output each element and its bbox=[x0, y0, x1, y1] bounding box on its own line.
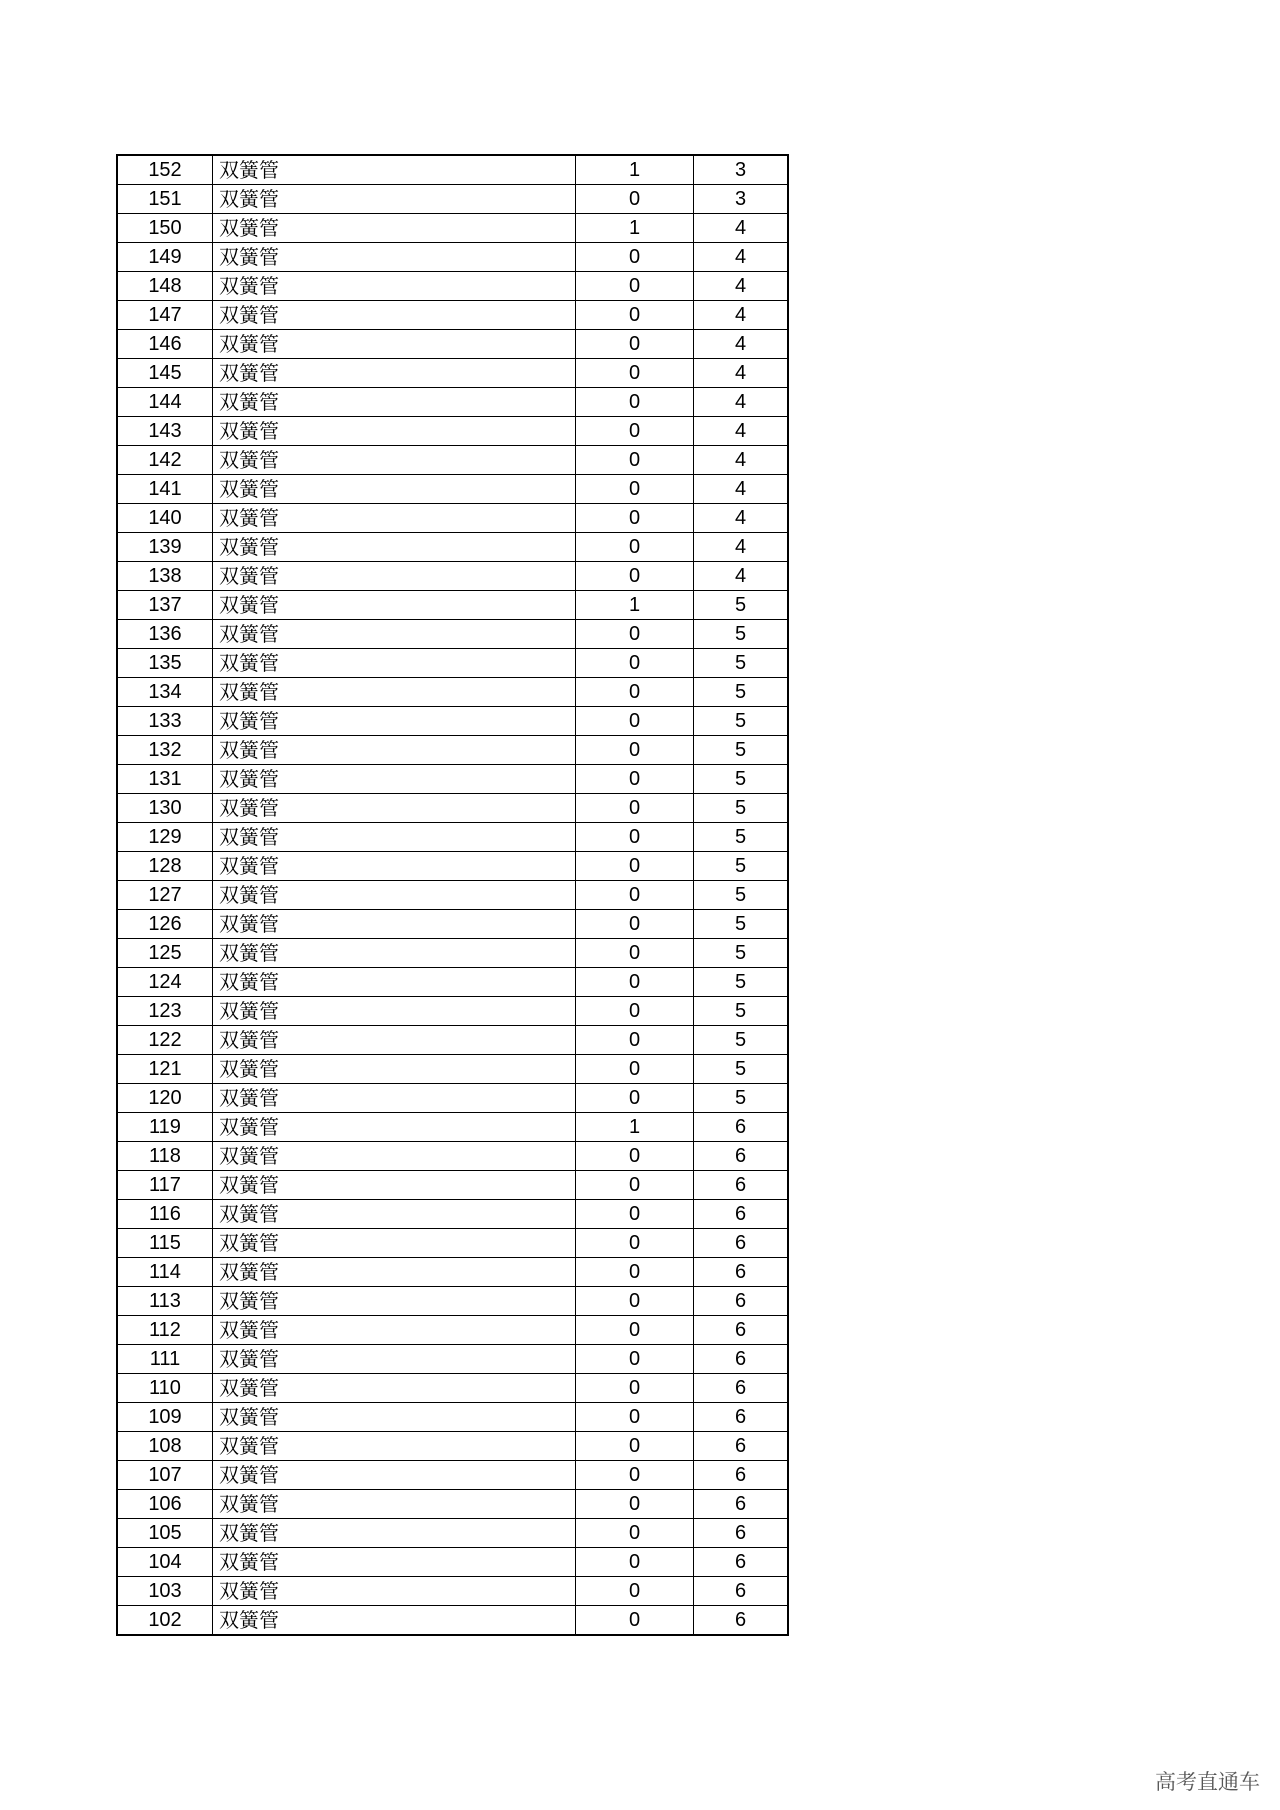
subject-cell: 双簧管 bbox=[213, 214, 576, 243]
subject-cell: 双簧管 bbox=[213, 765, 576, 794]
count-cell: 0 bbox=[576, 881, 694, 910]
subject-cell: 双簧管 bbox=[213, 504, 576, 533]
count-cell: 0 bbox=[576, 736, 694, 765]
score-cell: 145 bbox=[117, 359, 213, 388]
score-cell: 147 bbox=[117, 301, 213, 330]
table-row bbox=[117, 185, 788, 214]
table-row bbox=[117, 707, 788, 736]
score-cell: 119 bbox=[117, 1113, 213, 1142]
count-cell: 1 bbox=[576, 214, 694, 243]
table-row bbox=[117, 388, 788, 417]
count-cell: 0 bbox=[576, 1229, 694, 1258]
score-cell: 129 bbox=[117, 823, 213, 852]
table-row bbox=[117, 1258, 788, 1287]
cumulative-cell: 5 bbox=[694, 678, 789, 707]
score-cell: 146 bbox=[117, 330, 213, 359]
score-cell: 140 bbox=[117, 504, 213, 533]
subject-cell: 双簧管 bbox=[213, 359, 576, 388]
count-cell: 1 bbox=[576, 155, 694, 185]
subject-cell: 双簧管 bbox=[213, 678, 576, 707]
count-cell: 0 bbox=[576, 707, 694, 736]
subject-cell: 双簧管 bbox=[213, 562, 576, 591]
subject-cell: 双簧管 bbox=[213, 1229, 576, 1258]
table-row bbox=[117, 533, 788, 562]
cumulative-cell: 6 bbox=[694, 1229, 789, 1258]
subject-cell: 双簧管 bbox=[213, 243, 576, 272]
score-cell: 115 bbox=[117, 1229, 213, 1258]
count-cell: 0 bbox=[576, 359, 694, 388]
cumulative-cell: 6 bbox=[694, 1374, 789, 1403]
subject-cell: 双簧管 bbox=[213, 1316, 576, 1345]
count-cell: 0 bbox=[576, 1403, 694, 1432]
cumulative-cell: 6 bbox=[694, 1490, 789, 1519]
cumulative-cell: 6 bbox=[694, 1113, 789, 1142]
table-row bbox=[117, 736, 788, 765]
score-cell: 105 bbox=[117, 1519, 213, 1548]
count-cell: 0 bbox=[576, 1577, 694, 1606]
cumulative-cell: 6 bbox=[694, 1432, 789, 1461]
subject-cell: 双簧管 bbox=[213, 417, 576, 446]
table-row bbox=[117, 910, 788, 939]
count-cell: 0 bbox=[576, 1084, 694, 1113]
cumulative-cell: 4 bbox=[694, 446, 789, 475]
score-cell: 110 bbox=[117, 1374, 213, 1403]
cumulative-cell: 5 bbox=[694, 794, 789, 823]
cumulative-cell: 5 bbox=[694, 765, 789, 794]
table-row bbox=[117, 852, 788, 881]
count-cell: 0 bbox=[576, 533, 694, 562]
table-row bbox=[117, 1084, 788, 1113]
count-cell: 0 bbox=[576, 1026, 694, 1055]
score-cell: 118 bbox=[117, 1142, 213, 1171]
cumulative-cell: 6 bbox=[694, 1316, 789, 1345]
table-row bbox=[117, 1200, 788, 1229]
table-row bbox=[117, 1490, 788, 1519]
subject-cell: 双簧管 bbox=[213, 185, 576, 214]
count-cell: 0 bbox=[576, 1490, 694, 1519]
table-row bbox=[117, 1374, 788, 1403]
table-row bbox=[117, 417, 788, 446]
score-cell: 144 bbox=[117, 388, 213, 417]
subject-cell: 双簧管 bbox=[213, 1490, 576, 1519]
subject-cell: 双簧管 bbox=[213, 1200, 576, 1229]
score-cell: 149 bbox=[117, 243, 213, 272]
subject-cell: 双簧管 bbox=[213, 1113, 576, 1142]
subject-cell: 双簧管 bbox=[213, 968, 576, 997]
subject-cell: 双簧管 bbox=[213, 939, 576, 968]
cumulative-cell: 3 bbox=[694, 185, 789, 214]
table-row bbox=[117, 1171, 788, 1200]
score-cell: 103 bbox=[117, 1577, 213, 1606]
score-cell: 106 bbox=[117, 1490, 213, 1519]
table-row bbox=[117, 1055, 788, 1084]
score-cell: 130 bbox=[117, 794, 213, 823]
table-row bbox=[117, 1142, 788, 1171]
table-row bbox=[117, 997, 788, 1026]
score-cell: 136 bbox=[117, 620, 213, 649]
subject-cell: 双簧管 bbox=[213, 852, 576, 881]
score-cell: 137 bbox=[117, 591, 213, 620]
subject-cell: 双簧管 bbox=[213, 1403, 576, 1432]
count-cell: 0 bbox=[576, 1258, 694, 1287]
table-row bbox=[117, 1026, 788, 1055]
score-cell: 150 bbox=[117, 214, 213, 243]
score-table-body bbox=[117, 155, 788, 1635]
table-row bbox=[117, 475, 788, 504]
count-cell: 0 bbox=[576, 446, 694, 475]
count-cell: 0 bbox=[576, 1316, 694, 1345]
subject-cell: 双簧管 bbox=[213, 1084, 576, 1113]
subject-cell: 双簧管 bbox=[213, 591, 576, 620]
table-row bbox=[117, 359, 788, 388]
count-cell: 0 bbox=[576, 939, 694, 968]
score-cell: 152 bbox=[117, 155, 213, 185]
table-row bbox=[117, 446, 788, 475]
score-cell: 128 bbox=[117, 852, 213, 881]
table-row bbox=[117, 1577, 788, 1606]
count-cell: 0 bbox=[576, 417, 694, 446]
table-row bbox=[117, 678, 788, 707]
cumulative-cell: 5 bbox=[694, 881, 789, 910]
table-row bbox=[117, 1403, 788, 1432]
table-row bbox=[117, 1345, 788, 1374]
cumulative-cell: 5 bbox=[694, 1084, 789, 1113]
count-cell: 0 bbox=[576, 823, 694, 852]
score-cell: 107 bbox=[117, 1461, 213, 1490]
score-cell: 142 bbox=[117, 446, 213, 475]
watermark: 高考直通车 bbox=[1155, 1770, 1260, 1794]
table-row bbox=[117, 504, 788, 533]
subject-cell: 双簧管 bbox=[213, 1374, 576, 1403]
cumulative-cell: 5 bbox=[694, 1055, 789, 1084]
subject-cell: 双簧管 bbox=[213, 301, 576, 330]
score-cell: 124 bbox=[117, 968, 213, 997]
subject-cell: 双簧管 bbox=[213, 1287, 576, 1316]
cumulative-cell: 5 bbox=[694, 620, 789, 649]
score-table bbox=[116, 154, 789, 1636]
subject-cell: 双簧管 bbox=[213, 1519, 576, 1548]
table-row bbox=[117, 155, 788, 185]
cumulative-cell: 5 bbox=[694, 591, 789, 620]
cumulative-cell: 5 bbox=[694, 968, 789, 997]
table-row bbox=[117, 301, 788, 330]
table-row bbox=[117, 591, 788, 620]
cumulative-cell: 4 bbox=[694, 359, 789, 388]
cumulative-cell: 4 bbox=[694, 243, 789, 272]
subject-cell: 双簧管 bbox=[213, 330, 576, 359]
score-cell: 114 bbox=[117, 1258, 213, 1287]
count-cell: 0 bbox=[576, 1519, 694, 1548]
count-cell: 1 bbox=[576, 1113, 694, 1142]
table-row bbox=[117, 562, 788, 591]
count-cell: 0 bbox=[576, 852, 694, 881]
score-cell: 143 bbox=[117, 417, 213, 446]
count-cell: 0 bbox=[576, 1374, 694, 1403]
subject-cell: 双簧管 bbox=[213, 910, 576, 939]
score-cell: 121 bbox=[117, 1055, 213, 1084]
count-cell: 0 bbox=[576, 562, 694, 591]
score-cell: 113 bbox=[117, 1287, 213, 1316]
score-cell: 111 bbox=[117, 1345, 213, 1374]
count-cell: 0 bbox=[576, 1432, 694, 1461]
cumulative-cell: 6 bbox=[694, 1171, 789, 1200]
subject-cell: 双簧管 bbox=[213, 794, 576, 823]
table-row bbox=[117, 1113, 788, 1142]
score-cell: 117 bbox=[117, 1171, 213, 1200]
table-row bbox=[117, 794, 788, 823]
table-row bbox=[117, 620, 788, 649]
subject-cell: 双簧管 bbox=[213, 1171, 576, 1200]
score-cell: 125 bbox=[117, 939, 213, 968]
count-cell: 0 bbox=[576, 301, 694, 330]
cumulative-cell: 4 bbox=[694, 214, 789, 243]
score-cell: 126 bbox=[117, 910, 213, 939]
subject-cell: 双簧管 bbox=[213, 997, 576, 1026]
cumulative-cell: 4 bbox=[694, 475, 789, 504]
count-cell: 0 bbox=[576, 330, 694, 359]
score-cell: 138 bbox=[117, 562, 213, 591]
count-cell: 0 bbox=[576, 1606, 694, 1636]
cumulative-cell: 5 bbox=[694, 736, 789, 765]
cumulative-cell: 4 bbox=[694, 417, 789, 446]
count-cell: 0 bbox=[576, 997, 694, 1026]
count-cell: 0 bbox=[576, 1142, 694, 1171]
cumulative-cell: 5 bbox=[694, 852, 789, 881]
table-row bbox=[117, 1316, 788, 1345]
score-cell: 133 bbox=[117, 707, 213, 736]
score-cell: 109 bbox=[117, 1403, 213, 1432]
subject-cell: 双簧管 bbox=[213, 707, 576, 736]
count-cell: 0 bbox=[576, 1200, 694, 1229]
subject-cell: 双簧管 bbox=[213, 1026, 576, 1055]
subject-cell: 双簧管 bbox=[213, 446, 576, 475]
score-cell: 123 bbox=[117, 997, 213, 1026]
count-cell: 0 bbox=[576, 794, 694, 823]
cumulative-cell: 4 bbox=[694, 330, 789, 359]
table-row bbox=[117, 1432, 788, 1461]
count-cell: 0 bbox=[576, 504, 694, 533]
cumulative-cell: 3 bbox=[694, 155, 789, 185]
count-cell: 0 bbox=[576, 1345, 694, 1374]
cumulative-cell: 4 bbox=[694, 301, 789, 330]
count-cell: 0 bbox=[576, 272, 694, 301]
cumulative-cell: 5 bbox=[694, 1026, 789, 1055]
count-cell: 0 bbox=[576, 1171, 694, 1200]
table-row bbox=[117, 214, 788, 243]
cumulative-cell: 5 bbox=[694, 939, 789, 968]
cumulative-cell: 6 bbox=[694, 1200, 789, 1229]
subject-cell: 双簧管 bbox=[213, 736, 576, 765]
subject-cell: 双簧管 bbox=[213, 620, 576, 649]
count-cell: 0 bbox=[576, 243, 694, 272]
cumulative-cell: 6 bbox=[694, 1345, 789, 1374]
table-row bbox=[117, 1229, 788, 1258]
cumulative-cell: 6 bbox=[694, 1287, 789, 1316]
subject-cell: 双簧管 bbox=[213, 1055, 576, 1084]
score-cell: 112 bbox=[117, 1316, 213, 1345]
count-cell: 0 bbox=[576, 649, 694, 678]
score-cell: 131 bbox=[117, 765, 213, 794]
count-cell: 0 bbox=[576, 1548, 694, 1577]
table-row bbox=[117, 330, 788, 359]
count-cell: 0 bbox=[576, 968, 694, 997]
cumulative-cell: 6 bbox=[694, 1461, 789, 1490]
cumulative-cell: 4 bbox=[694, 562, 789, 591]
subject-cell: 双簧管 bbox=[213, 533, 576, 562]
score-cell: 141 bbox=[117, 475, 213, 504]
subject-cell: 双簧管 bbox=[213, 475, 576, 504]
cumulative-cell: 4 bbox=[694, 504, 789, 533]
cumulative-cell: 6 bbox=[694, 1142, 789, 1171]
table-row bbox=[117, 1461, 788, 1490]
cumulative-cell: 5 bbox=[694, 823, 789, 852]
score-cell: 127 bbox=[117, 881, 213, 910]
subject-cell: 双簧管 bbox=[213, 388, 576, 417]
count-cell: 0 bbox=[576, 620, 694, 649]
cumulative-cell: 6 bbox=[694, 1258, 789, 1287]
subject-cell: 双簧管 bbox=[213, 649, 576, 678]
count-cell: 0 bbox=[576, 185, 694, 214]
count-cell: 0 bbox=[576, 475, 694, 504]
table-row bbox=[117, 1287, 788, 1316]
score-cell: 116 bbox=[117, 1200, 213, 1229]
cumulative-cell: 6 bbox=[694, 1577, 789, 1606]
subject-cell: 双簧管 bbox=[213, 1548, 576, 1577]
table-row bbox=[117, 823, 788, 852]
subject-cell: 双簧管 bbox=[213, 155, 576, 185]
subject-cell: 双簧管 bbox=[213, 1606, 576, 1636]
cumulative-cell: 6 bbox=[694, 1519, 789, 1548]
subject-cell: 双簧管 bbox=[213, 272, 576, 301]
table-row bbox=[117, 243, 788, 272]
count-cell: 0 bbox=[576, 765, 694, 794]
score-cell: 108 bbox=[117, 1432, 213, 1461]
count-cell: 0 bbox=[576, 678, 694, 707]
score-cell: 132 bbox=[117, 736, 213, 765]
cumulative-cell: 5 bbox=[694, 649, 789, 678]
count-cell: 0 bbox=[576, 1461, 694, 1490]
subject-cell: 双簧管 bbox=[213, 1432, 576, 1461]
cumulative-cell: 6 bbox=[694, 1548, 789, 1577]
count-cell: 0 bbox=[576, 1055, 694, 1084]
table-row bbox=[117, 272, 788, 301]
table-row bbox=[117, 968, 788, 997]
table-row bbox=[117, 881, 788, 910]
table-row bbox=[117, 1606, 788, 1636]
subject-cell: 双簧管 bbox=[213, 1461, 576, 1490]
count-cell: 1 bbox=[576, 591, 694, 620]
table-row bbox=[117, 939, 788, 968]
subject-cell: 双簧管 bbox=[213, 1142, 576, 1171]
score-cell: 102 bbox=[117, 1606, 213, 1636]
count-cell: 0 bbox=[576, 1287, 694, 1316]
cumulative-cell: 6 bbox=[694, 1403, 789, 1432]
score-cell: 139 bbox=[117, 533, 213, 562]
table-row bbox=[117, 649, 788, 678]
cumulative-cell: 5 bbox=[694, 997, 789, 1026]
subject-cell: 双簧管 bbox=[213, 1258, 576, 1287]
count-cell: 0 bbox=[576, 910, 694, 939]
table-row bbox=[117, 1519, 788, 1548]
subject-cell: 双簧管 bbox=[213, 1577, 576, 1606]
score-cell: 122 bbox=[117, 1026, 213, 1055]
cumulative-cell: 5 bbox=[694, 910, 789, 939]
score-cell: 104 bbox=[117, 1548, 213, 1577]
cumulative-cell: 4 bbox=[694, 388, 789, 417]
cumulative-cell: 6 bbox=[694, 1606, 789, 1636]
subject-cell: 双簧管 bbox=[213, 1345, 576, 1374]
cumulative-cell: 4 bbox=[694, 533, 789, 562]
cumulative-cell: 4 bbox=[694, 272, 789, 301]
score-cell: 134 bbox=[117, 678, 213, 707]
cumulative-cell: 5 bbox=[694, 707, 789, 736]
table-row bbox=[117, 1548, 788, 1577]
table-row bbox=[117, 765, 788, 794]
subject-cell: 双簧管 bbox=[213, 881, 576, 910]
score-cell: 135 bbox=[117, 649, 213, 678]
score-cell: 148 bbox=[117, 272, 213, 301]
score-cell: 120 bbox=[117, 1084, 213, 1113]
subject-cell: 双簧管 bbox=[213, 823, 576, 852]
score-cell: 151 bbox=[117, 185, 213, 214]
count-cell: 0 bbox=[576, 388, 694, 417]
